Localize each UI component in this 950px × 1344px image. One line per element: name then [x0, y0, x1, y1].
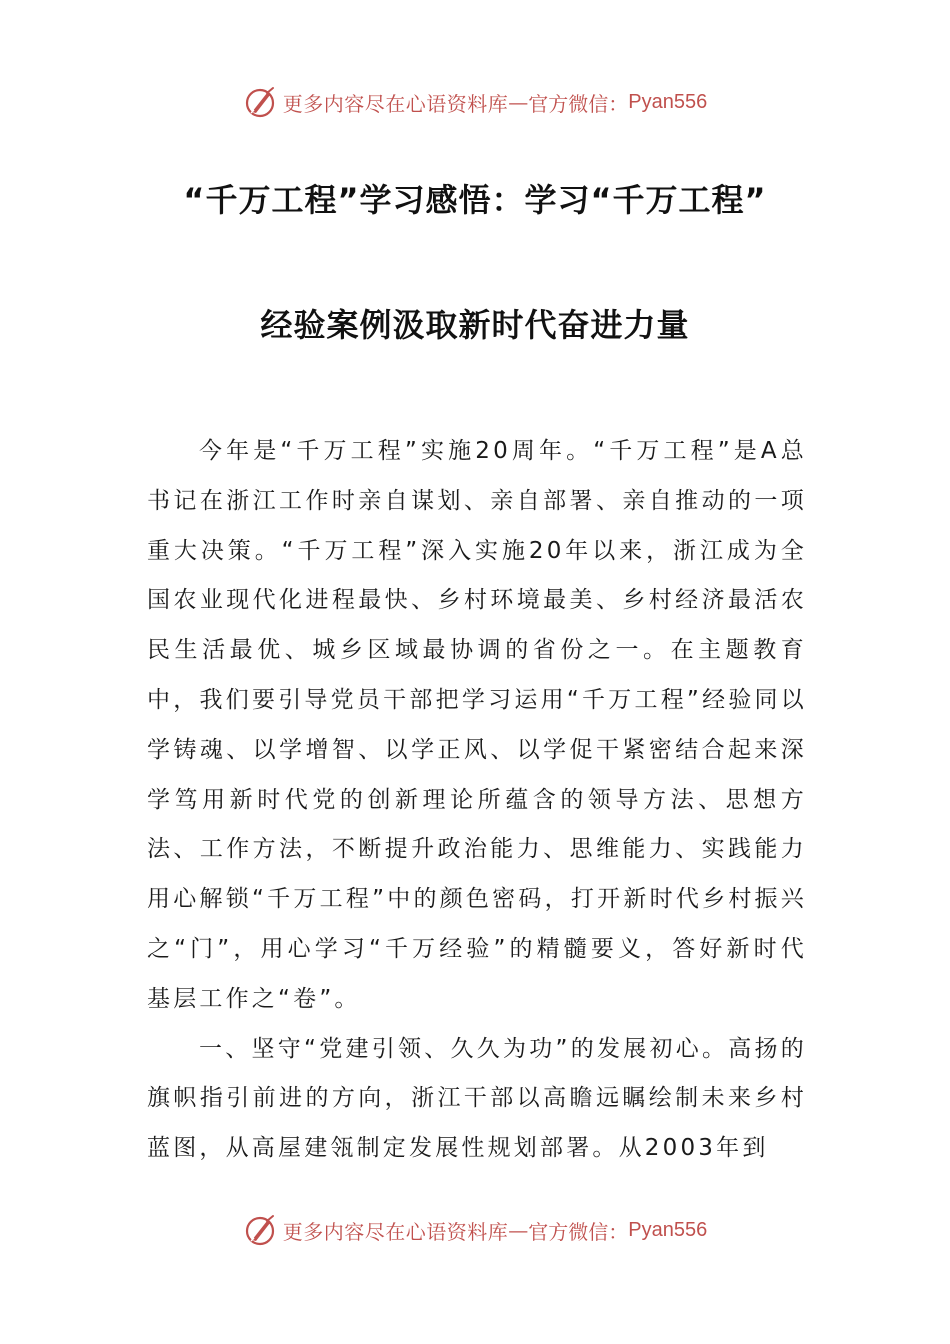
- watermark-banner-bottom: [0, 1210, 950, 1250]
- quill-pen-logo-icon: [243, 85, 277, 119]
- document-title-line-1: “千万工程”学习感悟：学习“千万工程”: [183, 181, 767, 219]
- watermark-wechat-id: Pyan556: [628, 90, 708, 113]
- watermark-site-text: 更多内容尽在心语资料库: [282, 91, 509, 116]
- document-body: [147, 427, 807, 1174]
- watermark-separator: —: [508, 1218, 529, 1242]
- watermark-wechat-label: 官方微信：: [528, 1219, 629, 1244]
- document-title-line-2: 经验案例汲取新时代奋进力量: [260, 306, 690, 344]
- watermark-wechat-label: 官方微信：: [528, 91, 629, 116]
- body-paragraph-1: 今年是“千万工程”实施20周年。“千万工程”是A总书记在浙江工作时亲自谋划、亲自部署、亲自推动的一项重大决策。“千万工程”深入实施20年以来，浙江成为全国农业现代化进程最快、乡村环境最美、乡村经济最活农民生活最优、城乡区域最协调的省份之一。在主题教育中，我们要引导党员干部把学习运用“千万工程”经验同以学铸魂、以学增智、以学正风、以学促干紧密结合起来深学笃用新时代党的创新理论所蕴含的领导方法、思想方法、工作方法，不断提升政治能力、思维能力、实践能力用心解锁“千万工程”中的颜色密码，打开新时代乡村振兴之“门”，用心学习“千万经验”的精髓要义，答好新时代基层工作之“卷”。: [147, 438, 807, 1012]
- watermark-separator: —: [508, 90, 529, 114]
- body-paragraph-2: 一、坚守“党建引领、久久为功”的发展初心。高扬的旗帜指引前进的方向，浙江干部以高瞻远瞩绘制未来乡村蓝图，从高屋建瓴制定发展性规划部署。从2003年到: [147, 1035, 807, 1162]
- quill-pen-logo-icon: [243, 1213, 277, 1247]
- watermark-banner-top: [0, 82, 950, 122]
- watermark-wechat-id: Pyan556: [628, 1218, 708, 1241]
- watermark-site-text: 更多内容尽在心语资料库: [282, 1219, 509, 1244]
